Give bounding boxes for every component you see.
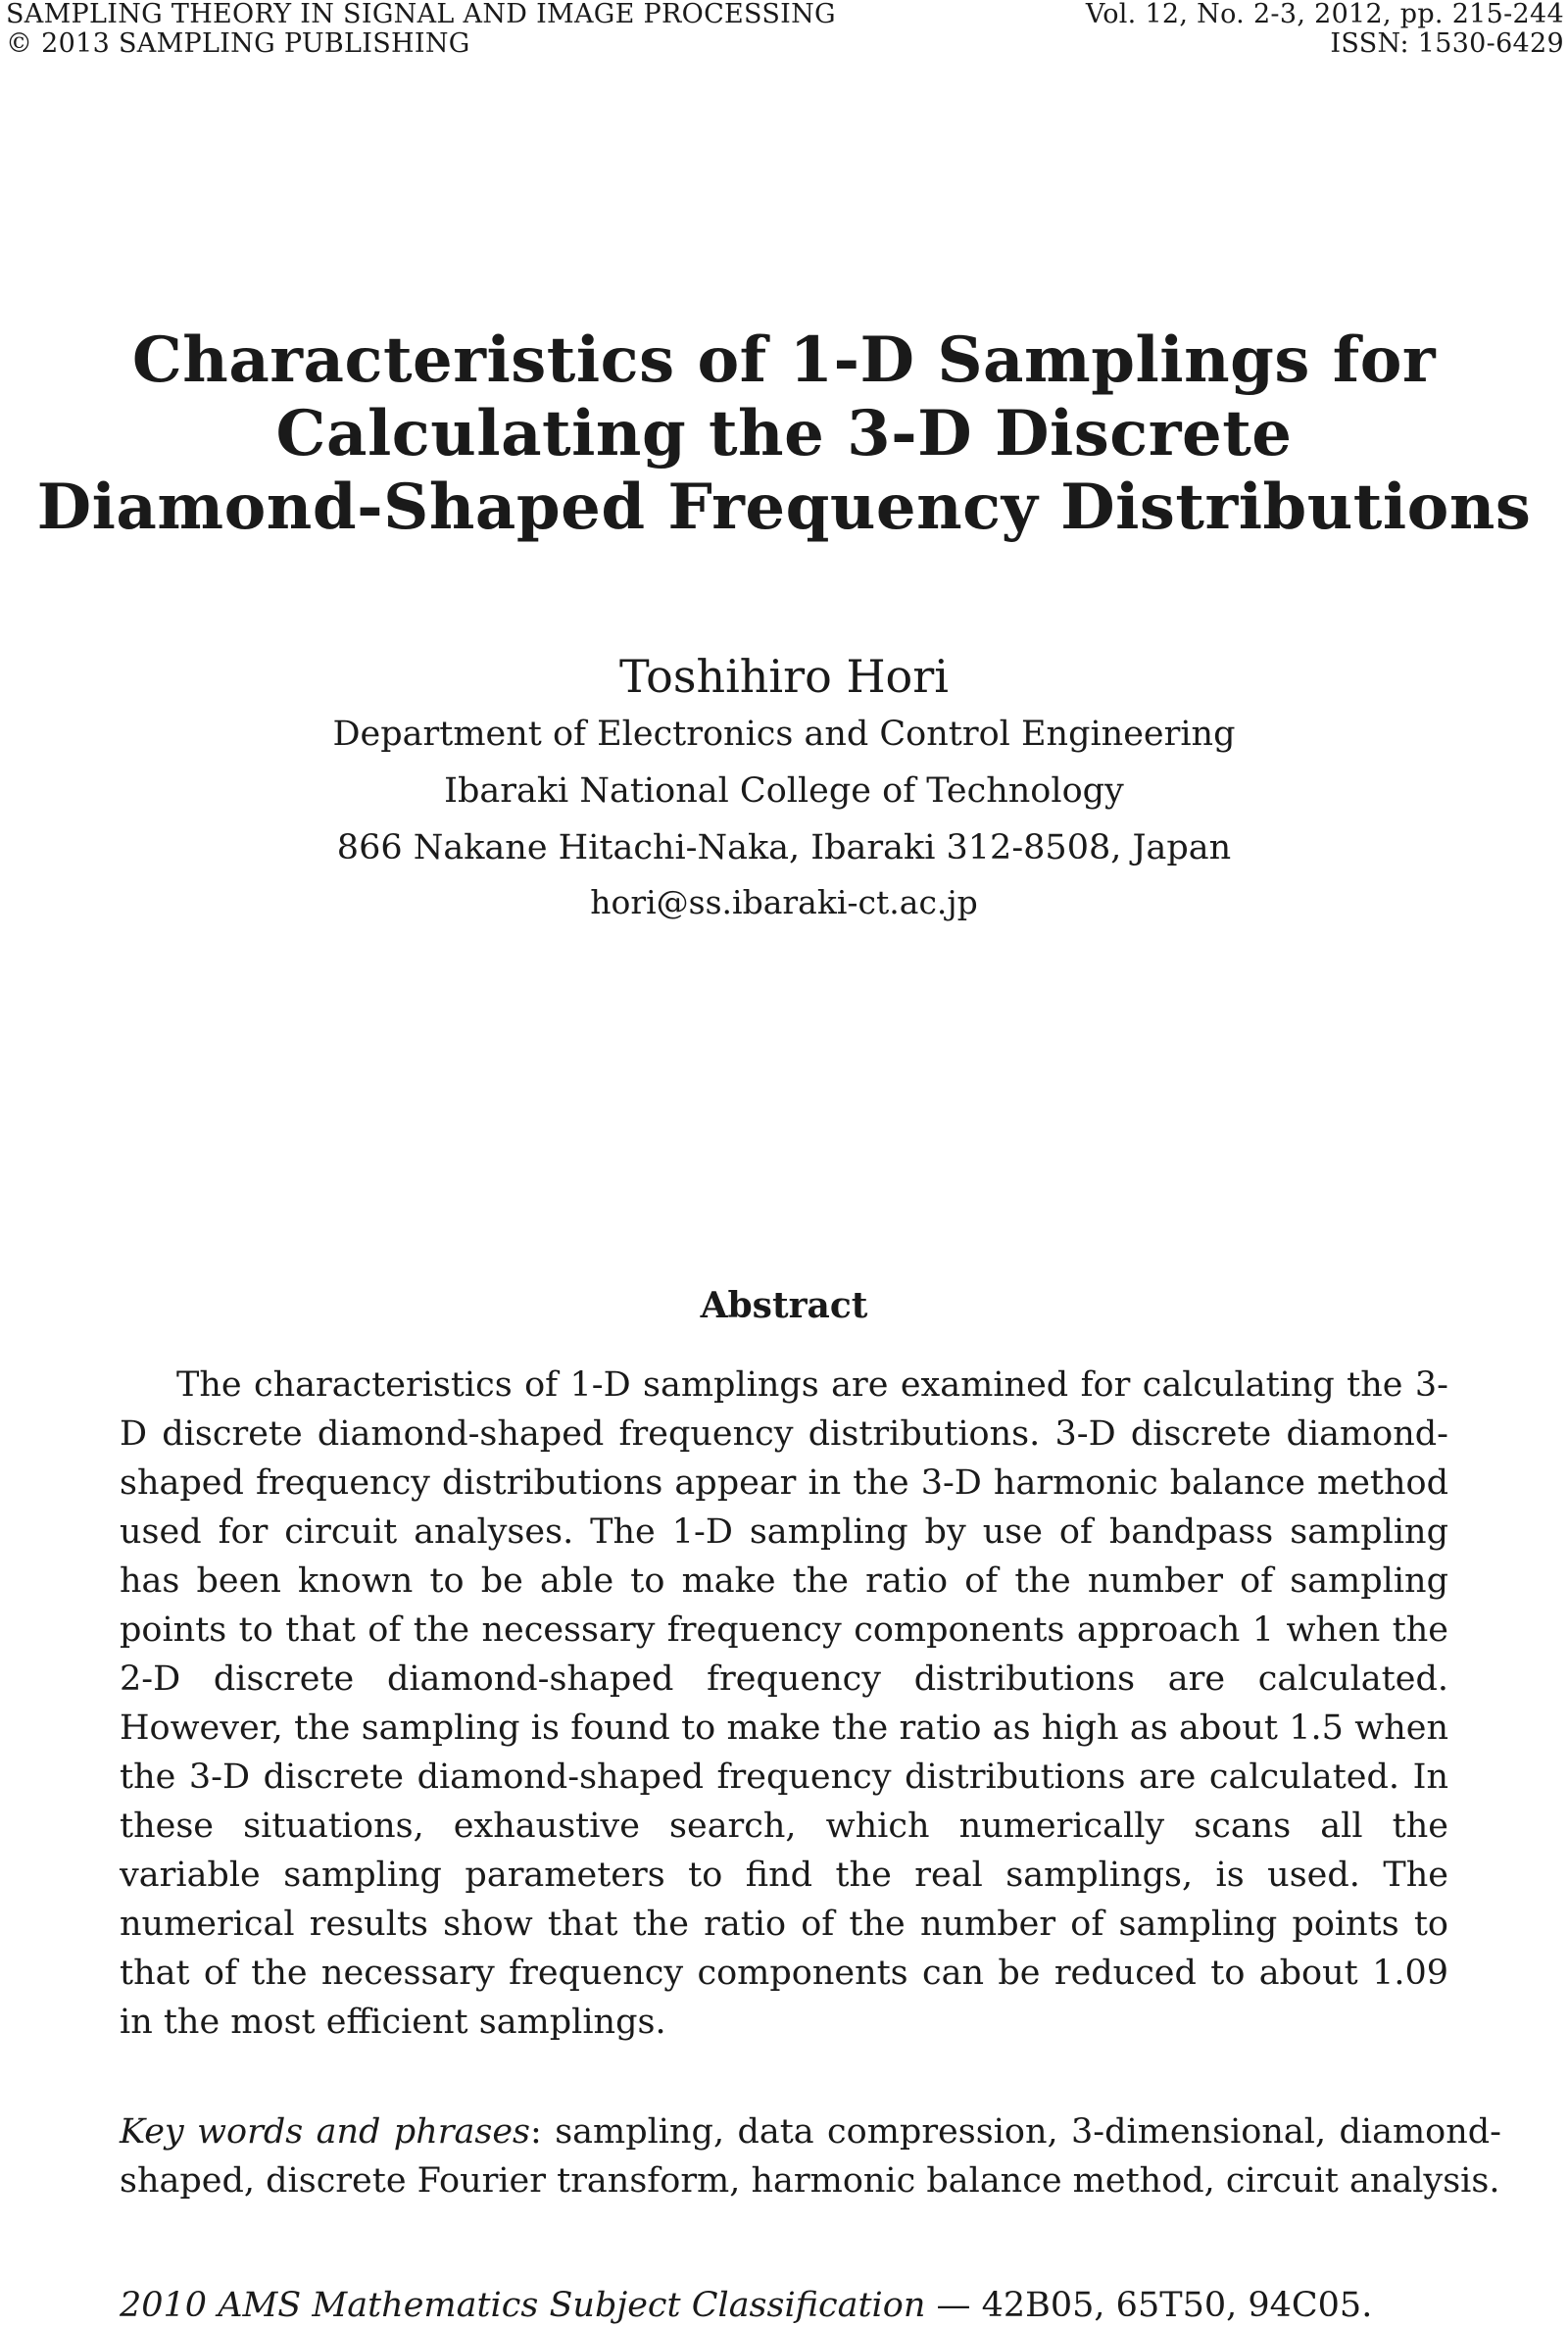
title-line-2: Calculating the 3-D Discrete	[275, 397, 1293, 470]
volume-info: Vol. 12, No. 2-3, 2012, pp. 215-244	[1085, 0, 1564, 29]
issn: ISSN: 1530-6429	[1330, 28, 1564, 59]
author-email: hori@ss.ibaraki-ct.ac.jp	[590, 883, 978, 921]
ams-label: 2010 AMS Mathematics Subject Classification	[120, 2286, 926, 2325]
paper-title	[0, 323, 1568, 544]
title-line-1: Characteristics of 1-D Samplings for	[131, 323, 1437, 397]
author-address: 866 Nakane Hitachi-Naka, Ibaraki 312-8508, Japan	[336, 828, 1232, 867]
keywords-separator: :	[530, 2112, 556, 2152]
copyright-notice: © 2013 SAMPLING PUBLISHING	[6, 28, 470, 59]
author-department: Department of Electronics and Control Engineering	[332, 715, 1236, 754]
author-institution: Ibaraki National College of Technology	[444, 771, 1124, 811]
journal-name: SAMPLING THEORY IN SIGNAL AND IMAGE PROCESSING	[6, 0, 836, 29]
keywords-text: sampling, data compression, 3-dimensional, diamond-shaped, discrete Fourier transform, harmonic balance method, circuit analysis.	[120, 2112, 1501, 2201]
abstract-text: The characteristics of 1-D samplings are examined for calculating the 3-D discrete diamond-shaped frequency distributions. 3-D discrete diamond-shaped frequency distributions appear in the 3-D harmonic balance method used for circuit analyses. The 1-D sampling by use of bandpass sampling has been known to be able to make the ratio of the number of sampling points to that of the necessary frequency components approach 1 when the 2-D discrete diamond-shaped frequency distributions are calculated. However, the sampling is found to make the ratio as high as about 1.5 when the 3-D discrete diamond-shaped frequency distributions are calculated. In these situations, exhaustive search, which numerically scans all the variable sampling parameters to find the real samplings, is used. The numerical results show that the ratio of the number of sampling points to that of the necessary frequency components can be reduced to about 1.09 in the most efficient samplings.	[120, 1365, 1448, 2042]
running-header-left	[6, 0, 836, 59]
abstract-heading: Abstract	[700, 1285, 868, 1326]
keywords-paragraph	[120, 2107, 1501, 2205]
keywords-label: Key words and phrases	[120, 2112, 530, 2152]
author-name: Toshihiro Hori	[619, 650, 949, 703]
ams-separator: —	[925, 2286, 982, 2325]
running-header-right	[1086, 0, 1564, 59]
ams-codes: 42B05, 65T50, 94C05.	[981, 2286, 1373, 2325]
title-line-3: Diamond-Shaped Frequency Distributions	[36, 470, 1532, 544]
ams-classification	[120, 2284, 1511, 2327]
author-block	[0, 647, 1568, 929]
